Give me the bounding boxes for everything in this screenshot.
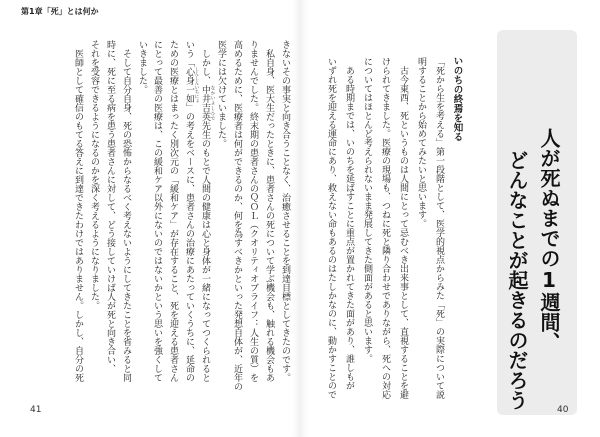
chapter-title-line: 人が死ぬまでの1週間、 xyxy=(537,128,561,352)
text-segment: いう「 xyxy=(184,40,194,67)
page-number-left: 41 xyxy=(30,405,42,415)
text-column: ある時期までは、いのちを延ばすことに重点が置かれてきた面があり、誰しもが xyxy=(344,66,354,390)
text-column: いきました。 xyxy=(137,40,147,94)
text-segment: 先生のもとで人間の健康は心と身体が一緒になってつくられると xyxy=(200,121,210,382)
chapter-title-line: どんなことが起きるのだろう xyxy=(505,150,529,410)
text-column: ための医療とはまったく別次元の「緩和ケア」が存在すること、死を迎える患者さん xyxy=(168,40,178,382)
text-column: それを受容できるようになるのかを深く考えるようになりました。 xyxy=(89,40,99,310)
text-column: いずれ死を迎える運命にあり、救えない命もあるのはたしかなのに、動かすことので xyxy=(326,57,336,399)
ruby-annotation: しんしんいちにょ xyxy=(194,67,199,103)
text-segment: しかし、 xyxy=(200,49,210,85)
text-column: 医学には欠けていました。 xyxy=(216,40,226,148)
text-column xyxy=(184,40,199,382)
text-segment: 」の考えをベースに、患者さんの治療にあたっていくうちに、延命の xyxy=(184,103,194,382)
text-column: けられてきました。医療の現場も、つねに死と隣り合わせでありながら、死への対応 xyxy=(380,57,390,399)
running-header: 第1章「死」とは何か xyxy=(21,7,99,16)
ruby-base: 心身一如 xyxy=(184,67,194,103)
text-column: 医師として確信のもてる答えに到達できたわけではありません。しかし、自分の死 xyxy=(73,49,83,382)
text-column: についてはほとんど考えられないまま発展してきた側面があると思います。 xyxy=(362,57,372,363)
ruby-annotation: なかいよしひで xyxy=(210,85,215,121)
text-column: 古今東西、死というものは人間にとって忌むべき出来事として、直視することを避 xyxy=(398,66,408,399)
text-column: 時に、死に至る病を患う患者さんに対して、どう接していけば人が死と向き合い、 xyxy=(105,40,115,373)
text-column: そして自分自身、死の恐怖からなるべく考えないようにしてきたことを省みると同 xyxy=(121,49,131,382)
ruby-word xyxy=(184,67,199,103)
text-column: 「死から生を考える」第一段階として、医学的視点からみた「死」の実際について説 xyxy=(434,57,444,399)
page-number-right: 40 xyxy=(557,405,569,415)
text-column: 明することから始めてみたいと思います。 xyxy=(416,57,426,228)
ruby-base: 中井吉英 xyxy=(200,85,210,121)
text-column: にとって最善の医療は、この緩和ケア以外にないのではないかという思いを強くして xyxy=(152,40,162,382)
text-column: 高めるために、医療者は何ができるのか、何を為すべきかといった発想自体が、近年の xyxy=(232,40,242,391)
text-column: 私自身、医大生だったときに、患者さんの死について学ぶ機会も、触れる機会もあ xyxy=(264,49,274,382)
text-column: りませんでした。終末期の患者さんのＱＯＬ（クオリティオブライフ：人生の質）を xyxy=(248,40,258,382)
ruby-word xyxy=(200,85,215,121)
text-column: きないその事実と向き合うことなく、治癒させることを到達目標としてきたのです。 xyxy=(280,40,290,382)
section-heading: いのちの終焉を知る xyxy=(451,56,463,142)
text-column xyxy=(200,40,215,382)
